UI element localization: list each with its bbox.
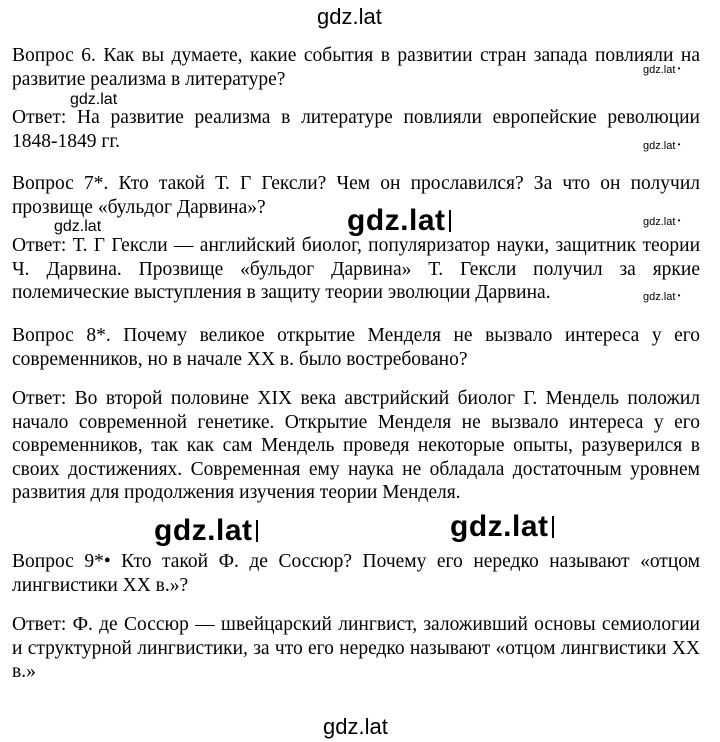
question-9: Вопрос 9*• Кто такой Ф. де Соссюр? Почему его нередко называют «отцом лингвистики XX в.»? [12,551,700,596]
watermark-big-2: gdz.lat [154,514,258,548]
watermark-mid-2: gdz.lat [54,218,102,235]
question-7: Вопрос 7*. Кто такой Т. Г Гексли? Чем он прославился? За что он получил прозвище «бульдог Дарвина»? [12,173,700,218]
watermark-top: gdz.lat [317,4,382,29]
answer-7: Ответ: Т. Г Гексли — английский биолог, популяризатор науки, защитник теории Ч. Дарвина. Прозвище «бульдог Дарвина» Т. Гексли получил за яркие полемические выступления в защиту теории эволюции Дарвина. [12,235,700,303]
question-8: Вопрос 8*. Почему великое открытие Менделя не вызвало интереса у его современников, но в начале XX в. было востребовано? [12,325,700,370]
watermark-mid-1: gdz.lat [70,91,118,108]
answer-6: Ответ: На развитие реализма в литературе повлияли европейские революции 1848-1849 гг. [12,107,700,152]
watermark-small-3: gdz.lat • [643,216,680,228]
watermark-big-1: gdz.lat [347,204,451,238]
answer-9: Ответ: Ф. де Соссюр — швейцарский лингвист, заложивший основы семиологии и структурной лингвистики, за что его нередко называют «отцом лингвистики XX в.» [12,614,700,682]
answer-8: Ответ: Во второй половине XIX века австрийский биолог Г. Мендель положил начало современной генетике. Открытие Менделя не вызвало интереса у его современников, так как сам Мендель проведя некоторые опыты, разуверился в своих достижениях. Современная ему наука не обладала достаточным уровнем развития для продолжения изучения теории Менделя. [12,388,700,503]
watermark-big-3: gdz.lat [450,510,554,544]
watermark-small-2: gdz.lat • [643,140,680,152]
watermark-bottom: gdz.lat [323,714,388,739]
question-6: Вопрос 6. Как вы думаете, какие события в развитии стран запада повлияли на развитие реализма в литературе? [12,45,700,90]
watermark-small-4: gdz.lat • [643,291,680,303]
watermark-small-1: gdz.lat • [643,64,680,76]
